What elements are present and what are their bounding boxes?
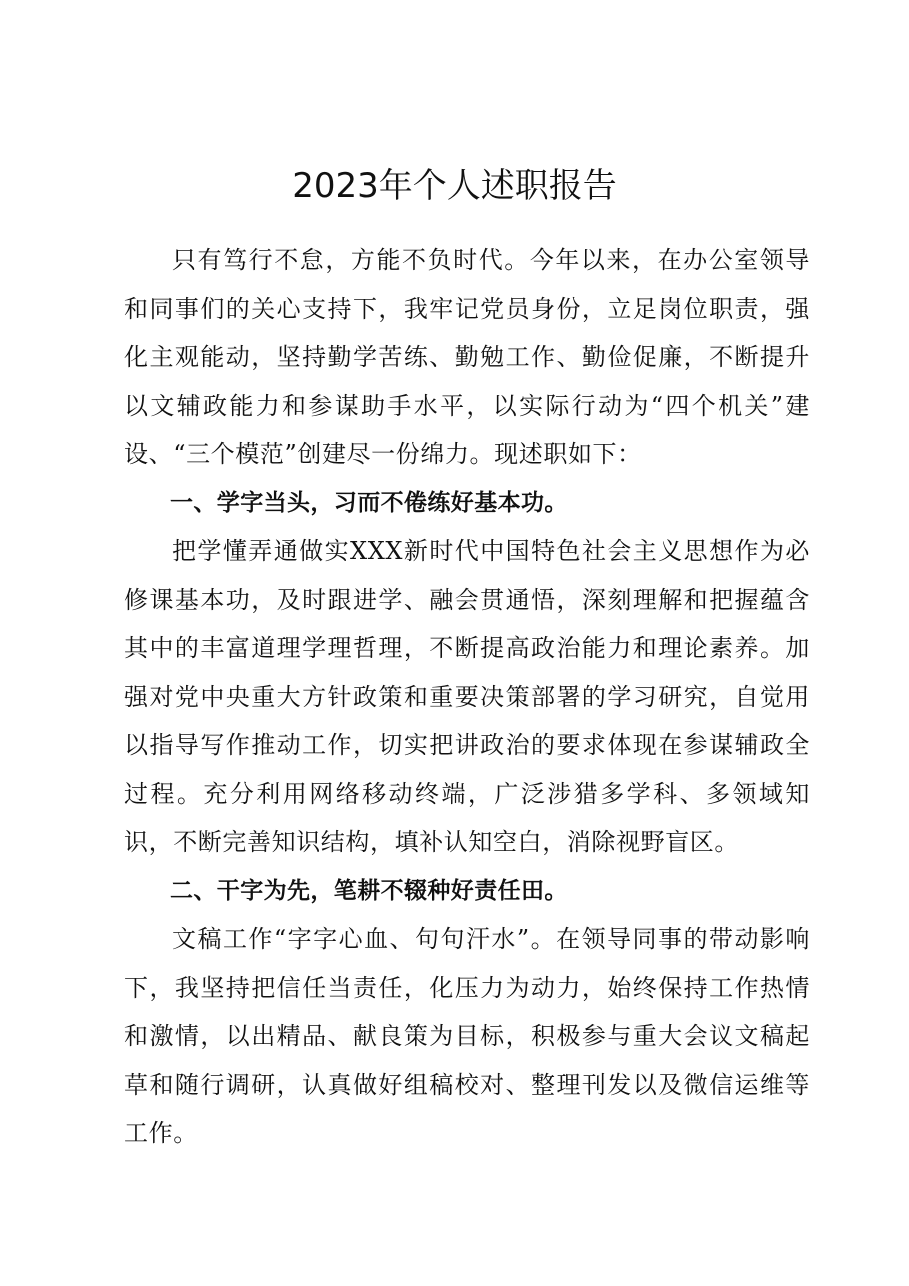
paragraph-section-2: 文稿工作“字字心血、句句汗水”。在领导同事的带动影响下，我坚持把信任当责任，化压力为动力，始终保持工作热情和激情，以出精品、献良策为目标，积极参与重大会议文稿起草和随行调研，认真做好组稿校对、整理刊发以及微信运维等工作。 xyxy=(124,925,810,1147)
section-heading-1: 一、学字当头，习而不倦练好基本功。 xyxy=(170,489,568,516)
section-heading-2: 二、干字为先，笔耕不辍种好责任田。 xyxy=(170,877,568,904)
paragraph-intro: 只有笃行不怠，方能不负时代。今年以来，在办公室领导和同事们的关心支持下，我牢记党员身份，立足岗位职责，强化主观能动，坚持勤学苦练、勤勉工作、勤俭促廉，不断提升以文辅政能力和参谋助手水平，以实际行动为“四个机关”建设、“三个模范”创建尽一份绵力。现述职如下： xyxy=(124,246,810,468)
document-title: 2023年个人述职报告 xyxy=(292,166,617,206)
document-body xyxy=(124,236,810,1158)
paragraph-section-1: 把学懂弄通做实XXX新时代中国特色社会主义思想作为必修课基本功，及时跟进学、融会贯通悟，深刻理解和把握蕴含其中的丰富道理学理哲理，不断提高政治能力和理论素养。加强对党中央重大方针政策和重要决策部署的学习研究，自觉用以指导写作推动工作，切实把讲政治的要求体现在参谋辅政全过程。充分利用网络移动终端，广泛涉猎多学科、多领域知识，不断完善知识结构，填补认知空白，消除视野盲区。 xyxy=(124,537,810,856)
